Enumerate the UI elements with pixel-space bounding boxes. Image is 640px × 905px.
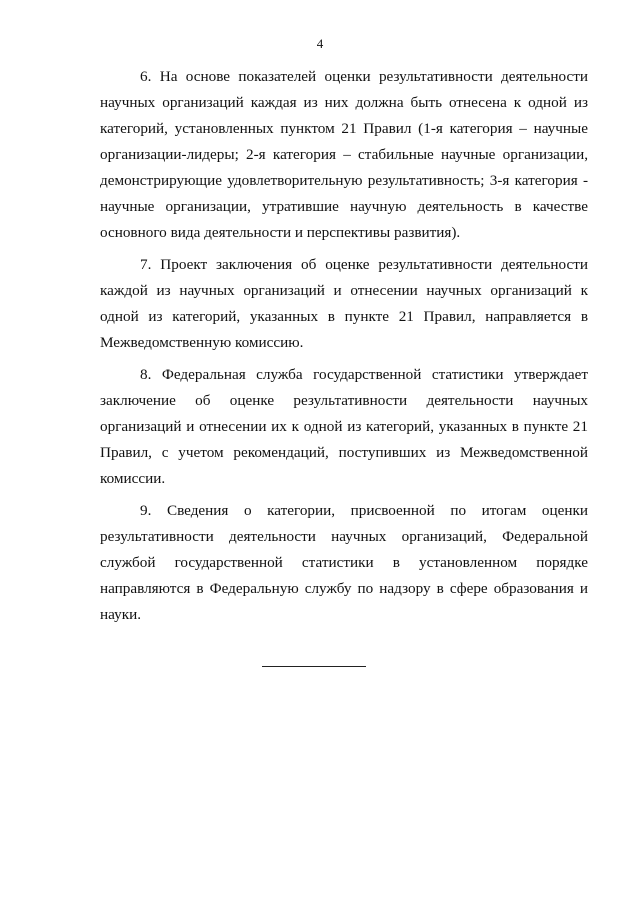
paragraph-7: 7. Проект заключения об оценке результативности деятельности каждой из научных организаций и отнесении научных организаций к одной из категорий, указанных в пункте 21 Правил, направляется в Межведомственную комиссию. — [100, 256, 588, 351]
paragraph-8: 8. Федеральная служба государственной статистики утверждает заключение об оценке результативности деятельности научных организаций и отнесении их к одной из категорий, указанных в пункте 21 Правил, с учетом рекомендаций, поступивших из Межведомственной комиссии. — [100, 366, 588, 487]
paragraph-6: 6. На основе показателей оценки результативности деятельности научных организаций каждая из них должна быть отнесена к одной из категорий, установленных пунктом 21 Правил (1-я категория – научные организации-лидеры; 2-я категория – стабильные научные организации, демонстрирующие удовлетворительную результативность; 3-я категория - научные организации, утратившие научную деятельность в качестве основного вида деятельности и перспективы развития). — [100, 68, 588, 241]
paragraph-9: 9. Сведения о категории, присвоенной по итогам оценки результативности деятельности научных организаций, Федеральной службой государственной статистики в установленном порядке направляются в Федеральную службу по надзору в сфере образования и науки. — [100, 502, 588, 623]
page-number: 4 — [316, 36, 324, 51]
end-of-document-rule — [262, 666, 366, 667]
document-body — [100, 64, 588, 634]
